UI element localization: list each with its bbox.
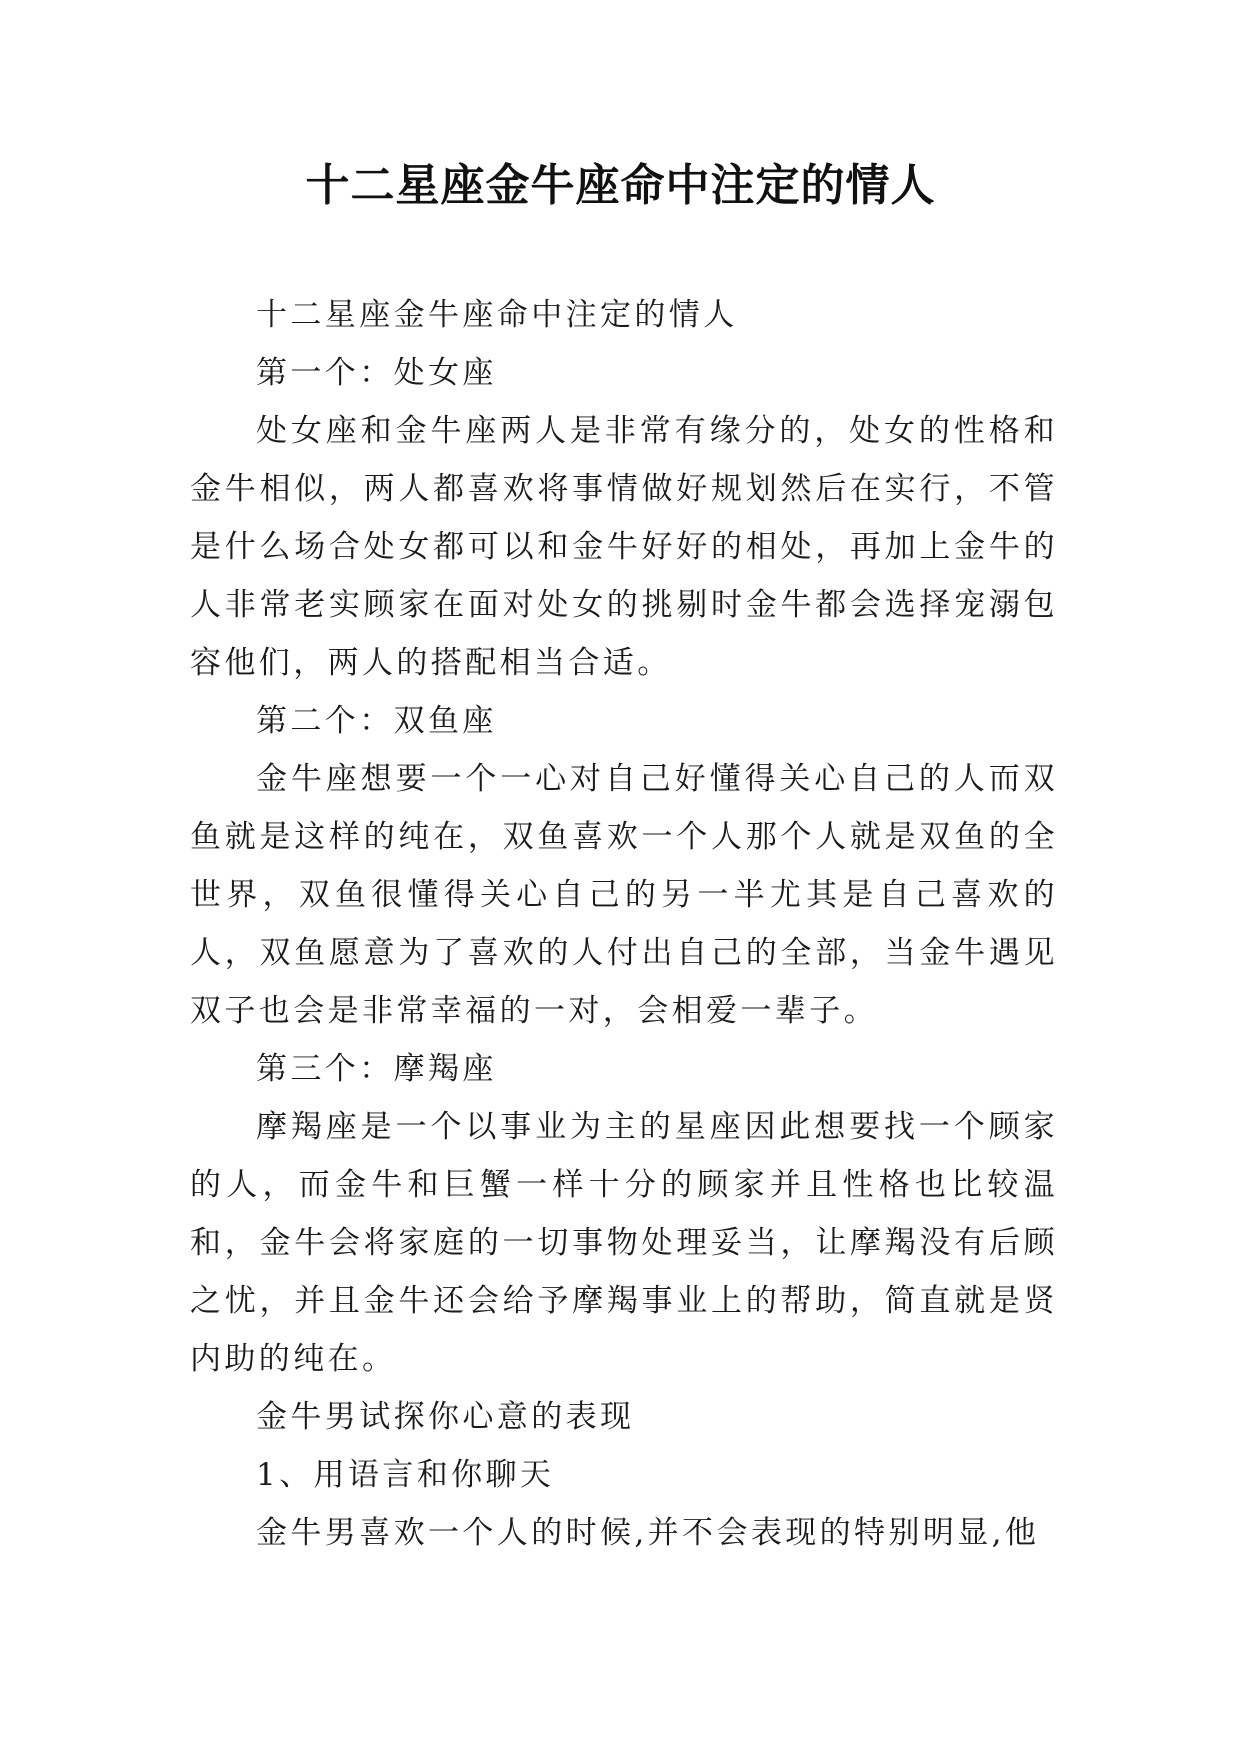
paragraph-subtitle: 十二星座金牛座命中注定的情人 — [256, 297, 738, 333]
paragraph-pisces: 金牛座想要一个一心对自己好懂得关心自己的人而双鱼就是这样的纯在，双鱼喜欢一个人那个人就是双鱼的全世界，双鱼很懂得关心自己的另一半尤其是自己喜欢的人，双鱼愿意为了喜欢的人付出自己的全部，当金牛遇见双子也会是非常幸福的一对，会相爱一辈子。 — [190, 761, 1058, 1029]
paragraph-capricorn: 摩羯座是一个以事业为主的星座因此想要找一个顾家的人，而金牛和巨蟹一样十分的顾家并且性格也比较温和，金牛会将家庭的一切事物处理妥当，让摩羯没有后顾之忧，并且金牛还会给予摩羯事业上的帮助，简直就是贤内助的纯在。 — [190, 1109, 1058, 1377]
list-item-heading-1: 1、用语言和你聊天 — [256, 1457, 555, 1493]
paragraph-virgo: 处女座和金牛座两人是非常有缘分的，处女的性格和金牛相似，两人都喜欢将事情做好规划然后在实行，不管是什么场合处女都可以和金牛好好的相处，再加上金牛的人非常老实顾家在面对处女的挑剔时金牛都会选择宠溺包容他们，两人的搭配相当合适。 — [190, 413, 1058, 681]
section-heading-signs: 金牛男试探你心意的表现 — [256, 1399, 635, 1435]
section-heading-3: 第三个：摩羯座 — [256, 1051, 497, 1087]
document-title: 十二星座金牛座命中注定的情人 — [305, 160, 936, 211]
document-body — [190, 286, 1058, 1562]
paragraph-continued: 金牛男喜欢一个人的时候,并不会表现的特别明显,他 — [256, 1515, 1040, 1551]
section-heading-1: 第一个：处女座 — [256, 355, 497, 391]
section-heading-2: 第二个：双鱼座 — [256, 703, 497, 739]
